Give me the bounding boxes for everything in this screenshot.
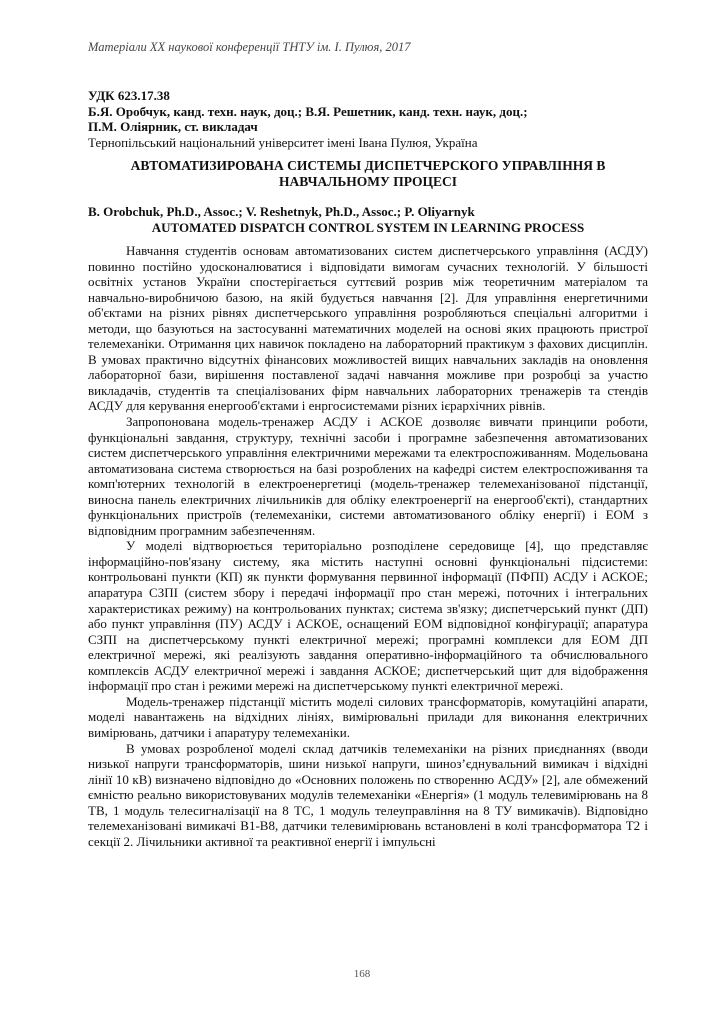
english-block <box>88 204 648 235</box>
paper-title: АВТОМАТИЗИРОВАНА СИСТЕМЫ ДИСПЕТЧЕРСКОГО УПРАВЛІННЯ В НАВЧАЛЬНОМУ ПРОЦЕСІ <box>130 158 606 189</box>
english-title: AUTOMATED DISPATCH CONTROL SYSTEM IN LEARNING PROCESS <box>151 219 585 235</box>
paper-meta <box>88 88 648 150</box>
authors-line-2: П.М. Оліярник, ст. викладач <box>88 119 258 134</box>
english-authors: B. Orobchuk, Ph.D., Assoc.; V. Reshetnyk, Ph.D., Assoc.; P. Oliyarnyk <box>88 204 475 219</box>
udk-code: УДК 623.17.38 <box>88 88 170 103</box>
running-header: Матеріали ХХ наукової конференції ТНТУ ім. І. Пулюя, 2017 <box>88 40 411 54</box>
affiliation: Тернопільський національний університет імені Івана Пулюя, Україна <box>88 134 478 150</box>
paragraph: Навчання студентів основам автоматизованих систем диспетчерського управління (АСДУ) повинно постійно удосконалюватися і відповідати вимогам сучасних технологій. У більшості освітніх установ України спостерігається суттєвий розрив між теоретичним матеріалом та навчально-виробничою базою, на якій будується навчання [2]. Для управління енергетичними об'єктами на різних рівнях диспетчерського управління розробляються спеціальні алгоритми і методи, що базуються на застосуванні математичних моделей на основі яких працюють пристрої телемеханіки. Отримання цих навичок покладено на лабораторний практикум з фахових дисциплін. В умовах практично відсутніх фінансових можливостей вищих навчальних закладів на оновлення лабораторної бази, вирішення поставленої задачі навчання можливе при розробці за участю викладачів, студентів та спеціалізованих фірм навчальних лабораторних тренажерів та стендів АСДУ для керування енергооб'єктами і енргосистемами різних ієрархічних рівнів. <box>88 243 648 414</box>
paper-body <box>88 243 648 849</box>
paragraph: В умовах розробленої моделі склад датчиків телемеханіки на різних приєднаннях (вводи низької напруги трансформаторів, шини низької напруги, шиноз’єднувальний вимикач і відхідні лінії 10 кВ) визначено відповідно до «Основних положень по створенню АСДУ» [2], але обмежений ємністю реально використовуваних модулів телемеханіки «Енергія» (1 модуль телевимірювань на 8 ТВ, 1 модуль телесигналізації на 8 ТС, 1 модуль телеуправління на 8 ТУ вимикачів). Відповідно телемеханізовані вимикачі В1-В8, датчики телевимірювань встановлені в колі трансформатора Т2 і секції 2. Лічильники активної та реактивної енергії і імпульсні <box>88 740 648 849</box>
paragraph: У моделі відтворюється територіально розподілене середовище [4], що представляє інформаційно-пов'язану систему, яка містить наступні основні функціональні підсистеми: контрольовані пункти (КП) як пункти формування первинної інформації (ПФПІ) АСДУ і АСКОЕ; апаратура СЗПІ (систем збору і передачі інформації про стан мережі, поточних і інтегральних характеристиках режиму) на контрольованих пунктах; система зв'язку; диспетчерський пункт (ДП) або пункт управління (ПУ) АСДУ і АСКОЕ, оснащений ЕОМ відповідної конфігурації; апаратура СЗПІ на диспетчерському пункті електричної мережі; програмні комплекси для ЕОМ ДП електричної мережі, які реалізують завдання оперативно-інформаційного та обчислювального комплексів АСДУ електричної мережі і завдання АСКОЕ; диспетчерський щит для відображення інформації про стан і режими мережі на диспетчерському пункті електричної мережі. <box>88 538 648 694</box>
authors-line-1: Б.Я. Оробчук, канд. техн. наук, доц.; В.Я. Решетник, канд. техн. наук, доц.; <box>88 103 528 119</box>
paragraph: Модель-тренажер підстанції містить моделі силових трансформаторів, комутаційні апарати, моделі навантажень на відхідних лініях, вимірювальні прилади для виконання електричних вимірювань, датчики і апаратуру телемеханіки. <box>88 693 648 740</box>
paragraph: Запропонована модель-тренажер АСДУ і АСКОЕ дозволяє вивчати принципи роботи, функціональні завдання, структуру, технічні засоби і програмне забезпечення автоматизованих систем диспетчерського управління електричними мережами та електроспоживанням. Модельована автоматизована система створюється на базі розроблених на кафедрі систем електроспоживання та комп'ютерних технологій в електроенергетиці (модель-тренажер телемеханізованої підстанції, виносна панель електричних лічильників для обліку електроенергії на енергооб'єкті), стандартних функціональних пристроїв (телемеханіки, системи автоматизованого обліку енергії) і ЕОМ з відповідним програмним забезпеченням. <box>88 414 648 538</box>
page-number: 168 <box>353 968 371 980</box>
